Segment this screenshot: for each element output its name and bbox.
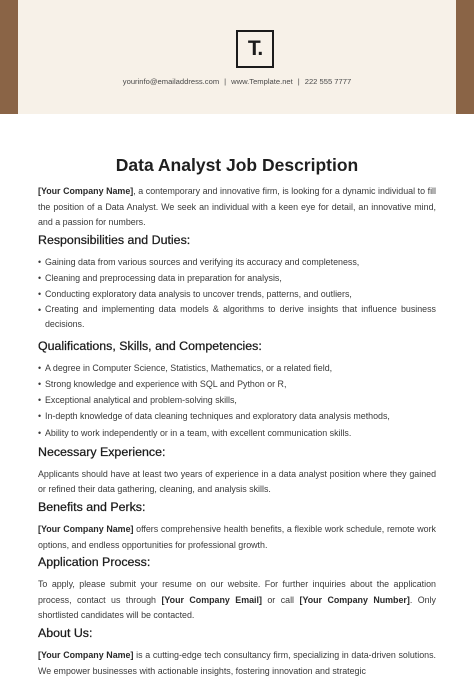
company-placeholder: [Your Company Name]: [38, 186, 134, 196]
application-text-2: or call: [261, 594, 300, 605]
application-paragraph: [38, 577, 436, 624]
contact-website[interactable]: www.Template.net: [231, 77, 293, 86]
experience-paragraph: Applicants should have at least two years of experience in a data analyst position where they gained or refined their data gathering, cleaning, and analysis skills.: [38, 468, 436, 495]
contact-line: [18, 77, 456, 86]
list-item: • A degree in Computer Science, Statistics, Mathematics, or a related field,: [38, 360, 436, 376]
benefits-heading: Benefits and Perks:: [38, 500, 146, 514]
left-accent-bar: [0, 0, 18, 114]
contact-separator: |: [224, 77, 227, 86]
experience-heading: Necessary Experience:: [38, 444, 166, 459]
list-item: • Gaining data from various sources and verifying its accuracy and completeness,: [38, 254, 436, 270]
responsibilities-heading: Responsibilities and Duties:: [38, 232, 191, 247]
list-item: • In-depth knowledge of data cleaning techniques and exploratory data analysis methods,: [38, 408, 436, 424]
right-accent-bar: [456, 0, 474, 114]
intro-paragraph: [38, 184, 436, 231]
letterhead: [18, 0, 456, 114]
company-number-placeholder: [Your Company Number]: [299, 594, 410, 605]
benefits-text: offers comprehensive health benefits, a flexible work schedule, remote work options, and endless opportunities for professional growth.: [38, 524, 436, 550]
contact-phone: 222 555 7777: [304, 77, 352, 86]
responsibilities-list: [38, 254, 436, 331]
company-email-placeholder: [Your Company Email]: [161, 594, 262, 605]
list-item: • Strong knowledge and experience with SQL and Python or R,: [38, 376, 436, 392]
application-text-3: . Only shortlisted candidates will be contacted.: [38, 594, 436, 621]
application-heading: Application Process:: [38, 555, 151, 570]
application-text-1: To apply, please submit your resume on our website. For further inquiries about the application process, contact us through: [38, 579, 436, 605]
qualifications-list: [38, 360, 436, 441]
company-placeholder: [Your Company Name]: [38, 649, 134, 660]
contact-email[interactable]: yourinfo@emailaddress.com: [122, 77, 220, 86]
about-text: is a cutting-edge tech consultancy firm, specializing in data-driven solutions. We empower businesses with actionable insights, fostering innovation and strategic: [38, 649, 436, 676]
qualifications-heading: Qualifications, Skills, and Competencies:: [38, 338, 262, 353]
intro-text: , a contemporary and innovative firm, is looking for a dynamic individual to fill the position of a Data Analyst. We seek an individual with a keen eye for detail, an innovative mind, and a passion for numbers.: [38, 186, 436, 228]
list-item: • Conducting exploratory data analysis to uncover trends, patterns, and outliers,: [38, 286, 436, 302]
about-paragraph: [38, 648, 436, 679]
list-item: • Cleaning and preprocessing data in preparation for analysis,: [38, 270, 436, 286]
document-body: [38, 152, 436, 679]
company-logo: T.: [236, 30, 274, 68]
list-item: • Exceptional analytical and problem-solving skills,: [38, 392, 436, 408]
about-heading: About Us:: [38, 625, 93, 640]
company-placeholder: [Your Company Name]: [38, 524, 134, 534]
list-item-text: • Creating and implementing data models & algorithms to derive insights that influence business decisions.: [45, 304, 436, 329]
contact-separator: |: [297, 77, 300, 86]
list-item: [38, 302, 436, 330]
benefits-paragraph: [38, 522, 436, 553]
list-item: • Ability to work independently or in a team, with excellent communication skills.: [38, 425, 436, 441]
document-title: Data Analyst Job Description: [115, 155, 359, 175]
